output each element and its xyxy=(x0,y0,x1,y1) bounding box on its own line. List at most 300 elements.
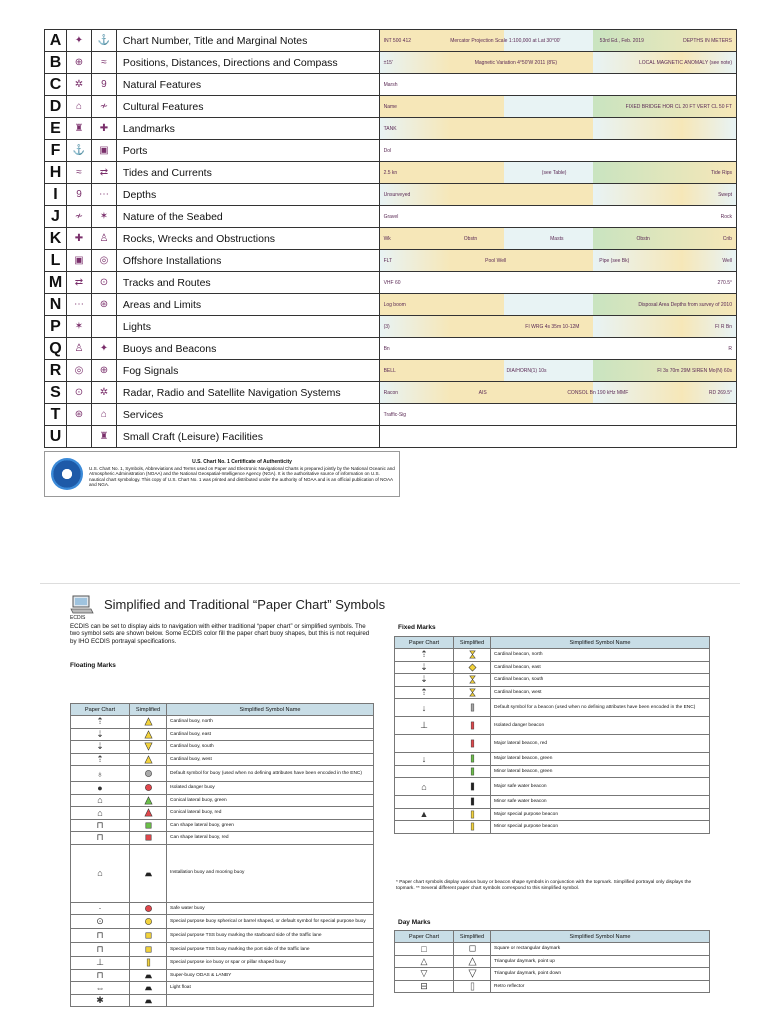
index-sample-strip xyxy=(379,316,736,338)
index-symbol-icon: ⇄ xyxy=(66,272,91,294)
symbol-name: Special purpose TSS buoy marking the starboard side of the traffic lane xyxy=(167,929,374,943)
index-sample-strip xyxy=(379,74,736,96)
strip-annotation: (3) xyxy=(383,323,390,330)
index-symbol-icon: ⌂ xyxy=(66,96,91,118)
index-sample-strip xyxy=(379,96,736,118)
strip-annotation: Pipe (see Bk) xyxy=(599,257,630,264)
symbol-row xyxy=(71,929,374,943)
symbol-name: Cardinal buoy, north xyxy=(167,716,374,729)
symbol-row xyxy=(395,778,710,796)
index-label: Areas and Limits xyxy=(116,294,379,316)
symbol-row xyxy=(395,796,710,809)
symbol-name: Triangular daymark, point up xyxy=(491,955,710,968)
index-symbol-icon: ♙ xyxy=(91,228,116,250)
index-row xyxy=(45,184,737,206)
ecdis-icon-label: ECDIS xyxy=(70,615,86,621)
symbol-row xyxy=(71,794,374,807)
index-symbol-icon: ≁ xyxy=(66,206,91,228)
symbol-row xyxy=(71,753,374,766)
index-sample-strip xyxy=(379,272,736,294)
certificate-body: U.S. Chart No. 1, Symbols, Abbreviations and Terms used on Paper and Electronic Navigational Charts is prepared jointly by the National Oceanic and Atmospheric Administration (NOAA) and the National Geospatial-Intelligence Agency (NGA). It is the authoritative source of information on U.S. nautical chart symbology. This copy of U.S. Chart No. 1 was printed and distributed under the authority of NOAA and is an official publication of NOAA and NGA. xyxy=(89,465,395,488)
symbol-name: Default symbol for buoy (used when no defining attributes have been encoded in the ENC) xyxy=(167,766,374,782)
strip-annotation: Pool Well xyxy=(485,257,507,264)
paper-chart-symbol-icon: ⇔ xyxy=(71,982,130,995)
strip-annotation: DIA/HORN(1) 10s xyxy=(506,367,547,374)
symbol-name: Minor safe water beacon xyxy=(491,796,710,809)
paper-chart-symbol-icon: ♁ xyxy=(71,766,130,782)
index-label: Ports xyxy=(116,140,379,162)
paper-chart-symbol-icon: ⊓ xyxy=(71,819,130,832)
index-symbol-icon: ⇄ xyxy=(91,162,116,184)
simplified-symbol-icon xyxy=(130,929,167,943)
index-symbol-icon: ◎ xyxy=(66,360,91,382)
paper-chart-symbol-icon: ▲ xyxy=(395,808,454,821)
simplified-symbol-icon xyxy=(454,674,491,687)
chart-index-table xyxy=(44,29,737,448)
simplified-symbol-icon xyxy=(130,716,167,729)
index-sample-strip xyxy=(379,338,736,360)
noaa-logo-icon xyxy=(51,458,83,490)
col-simplified: Simplified xyxy=(130,704,167,716)
col-simplified: Simplified xyxy=(454,637,491,649)
strip-annotation: Disposal Area Depths from survey of 2010 xyxy=(638,301,732,308)
paper-chart-symbol-icon: ⊥ xyxy=(71,957,130,970)
certificate-text xyxy=(89,460,399,488)
simplified-symbol-icon xyxy=(130,943,167,957)
index-label: Radar, Radio and Satellite Navigation Systems xyxy=(116,382,379,404)
symbol-row xyxy=(71,844,374,902)
index-letter: C xyxy=(45,74,67,96)
simplified-symbol-icon xyxy=(130,807,167,820)
symbol-row xyxy=(71,807,374,820)
col-paper-chart: Paper Chart xyxy=(395,637,454,649)
paper-chart-symbol-icon: ⌂ xyxy=(71,844,130,902)
index-label: Buoys and Beacons xyxy=(116,338,379,360)
symbol-name: Super-buoy ODAS & LANBY xyxy=(167,969,374,982)
symbol-name: Can shape lateral buoy, red xyxy=(167,832,374,845)
strip-annotation: Tide Rips xyxy=(711,169,732,176)
symbol-name: Major lateral beacon, green xyxy=(491,753,710,766)
symbol-name: Major safe water beacon xyxy=(491,778,710,796)
index-row xyxy=(45,250,737,272)
symbol-row xyxy=(395,649,710,662)
simplified-symbol-icon xyxy=(130,766,167,782)
index-symbol-icon: ⊙ xyxy=(91,272,116,294)
symbol-row xyxy=(395,699,710,717)
index-letter: N xyxy=(45,294,67,316)
symbol-name: Conical lateral buoy, green xyxy=(167,794,374,807)
index-symbol-icon: ⚓ xyxy=(66,140,91,162)
index-row xyxy=(45,74,737,96)
symbol-row xyxy=(395,753,710,766)
paper-chart-symbol-icon: · xyxy=(71,902,130,915)
index-row xyxy=(45,382,737,404)
symbol-row xyxy=(395,968,710,981)
paper-chart-symbol-icon: ⊟ xyxy=(395,980,454,993)
index-letter: F xyxy=(45,140,67,162)
index-letter: M xyxy=(45,272,67,294)
strip-annotation: ±15' xyxy=(383,59,393,66)
strip-annotation: DEPTHS IN METERS xyxy=(683,37,732,44)
strip-annotation: Mercator Projection Scale 1:100,000 at Lat 30°00' xyxy=(450,37,561,44)
symbol-name: Isolated danger beacon xyxy=(491,717,710,735)
index-symbol-icon: ▣ xyxy=(91,140,116,162)
section-title: Simplified and Traditional “Paper Chart” Symbols xyxy=(104,597,386,612)
simplified-symbol-icon xyxy=(454,943,491,956)
index-symbol-icon: ✦ xyxy=(66,30,91,52)
symbol-row xyxy=(395,661,710,674)
index-label: Cultural Features xyxy=(116,96,379,118)
paper-chart-symbol-icon: □ xyxy=(395,943,454,956)
col-symbol-name: Simplified Symbol Name xyxy=(491,637,710,649)
index-label: Chart Number, Title and Marginal Notes xyxy=(116,30,379,52)
index-sample-strip xyxy=(379,382,736,404)
index-sample-strip xyxy=(379,162,736,184)
index-row xyxy=(45,30,737,52)
strip-annotation: (see Table) xyxy=(541,169,567,176)
index-sample-strip xyxy=(379,228,736,250)
paper-chart-symbol-icon: ⊙ xyxy=(71,915,130,929)
strip-annotation: Bn xyxy=(383,345,390,352)
strip-annotation: Racon xyxy=(383,389,399,396)
index-sample-strip xyxy=(379,52,736,74)
index-row xyxy=(45,228,737,250)
simplified-symbol-icon xyxy=(454,699,491,717)
symbol-name: Cardinal buoy, south xyxy=(167,741,374,754)
day-marks-table xyxy=(394,930,710,993)
index-letter: P xyxy=(45,316,67,338)
index-letter: U xyxy=(45,426,67,448)
strip-annotation: LOCAL MAGNETIC ANOMALY (see note) xyxy=(638,59,732,66)
strip-annotation: VHF 60 xyxy=(383,279,401,286)
strip-annotation: 270.5° xyxy=(717,279,732,286)
symbol-row xyxy=(71,902,374,915)
index-symbol-icon: ⊙ xyxy=(66,382,91,404)
paper-chart-symbol-icon: ⊥ xyxy=(395,717,454,735)
index-row xyxy=(45,140,737,162)
paper-chart-symbol-icon xyxy=(395,796,454,809)
paper-chart-symbol-icon xyxy=(395,821,454,834)
symbol-row xyxy=(71,782,374,795)
index-symbol-icon: ⊕ xyxy=(66,52,91,74)
simplified-symbol-icon xyxy=(130,844,167,902)
index-letter: R xyxy=(45,360,67,382)
strip-annotation: Unsurveyed xyxy=(383,191,411,198)
symbol-name: Cardinal beacon, west xyxy=(491,686,710,699)
strip-annotation: INT 500 412 xyxy=(383,37,412,44)
intro-paragraph: ECDIS can be set to display aids to navigation with either traditional “paper chart” or simplified symbols. The two symbol sets are shown below. Some ECDIS color fill the paper chart buoy shapes, but this is not required by IHO ECDIS portrayal specifications. xyxy=(70,623,370,645)
strip-annotation: TANK xyxy=(383,125,397,132)
simplified-symbol-icon xyxy=(130,782,167,795)
symbol-name: Can shape lateral buoy, green xyxy=(167,819,374,832)
index-symbol-icon: ✲ xyxy=(91,382,116,404)
strip-annotation: Obstn xyxy=(463,235,478,242)
simplified-symbol-icon xyxy=(130,957,167,970)
index-letter: I xyxy=(45,184,67,206)
symbol-name: Major lateral beacon, red xyxy=(491,735,710,753)
index-row xyxy=(45,52,737,74)
index-letter: T xyxy=(45,404,67,426)
symbol-row xyxy=(395,735,710,753)
symbol-name: Cardinal beacon, north xyxy=(491,649,710,662)
symbol-row xyxy=(395,808,710,821)
simplified-symbol-icon xyxy=(454,955,491,968)
paper-chart-symbol-icon: ⇡ xyxy=(395,649,454,662)
symbol-row xyxy=(395,955,710,968)
strip-annotation: Rock xyxy=(720,213,732,220)
strip-annotation: CONSOL Bn 190 kHz MMF xyxy=(567,389,629,396)
symbol-row xyxy=(71,819,374,832)
floating-marks-table xyxy=(70,703,374,1007)
symbol-name: Cardinal buoy, west xyxy=(167,753,374,766)
paper-chart-symbol-icon: ⊓ xyxy=(71,943,130,957)
strip-annotation: Gravel xyxy=(383,213,399,220)
index-letter: D xyxy=(45,96,67,118)
index-row xyxy=(45,404,737,426)
paper-chart-symbol-icon: ⇡ xyxy=(71,753,130,766)
strip-annotation: 53rd Ed., Feb. 2019 xyxy=(599,37,644,44)
col-symbol-name: Simplified Symbol Name xyxy=(167,704,374,716)
simplified-symbol-icon xyxy=(130,982,167,995)
simplified-symbol-icon xyxy=(454,968,491,981)
simplified-symbol-icon xyxy=(130,902,167,915)
symbol-row xyxy=(395,821,710,834)
simplified-symbol-icon xyxy=(130,832,167,845)
strip-annotation: AIS xyxy=(478,389,487,396)
paper-chart-symbol-icon: ↓ xyxy=(395,699,454,717)
index-symbol-icon: ♜ xyxy=(91,426,116,448)
simplified-symbol-icon xyxy=(130,915,167,929)
strip-annotation: Well xyxy=(722,257,732,264)
simplified-symbol-icon xyxy=(130,969,167,982)
index-row xyxy=(45,294,737,316)
paper-chart-symbol-icon: ⇡ xyxy=(395,686,454,699)
simplified-symbol-icon xyxy=(130,741,167,754)
symbol-name: Cardinal buoy, east xyxy=(167,728,374,741)
paper-chart-symbol-icon: ⊓ xyxy=(71,929,130,943)
index-symbol-icon: ≈ xyxy=(91,52,116,74)
index-label: Lights xyxy=(116,316,379,338)
symbol-row xyxy=(395,980,710,993)
strip-annotation: 2.5 kn xyxy=(383,169,398,176)
col-simplified: Simplified xyxy=(454,931,491,943)
simplified-symbol-icon xyxy=(130,753,167,766)
chart-index-body xyxy=(45,30,737,448)
index-row xyxy=(45,162,737,184)
symbol-row xyxy=(71,766,374,782)
symbol-row xyxy=(395,717,710,735)
simplified-symbol-icon xyxy=(454,649,491,662)
index-symbol-icon: ⋯ xyxy=(66,294,91,316)
index-row xyxy=(45,360,737,382)
symbol-row xyxy=(395,674,710,687)
index-sample-strip xyxy=(379,404,736,426)
index-symbol-icon: 9 xyxy=(66,184,91,206)
index-letter: E xyxy=(45,118,67,140)
index-row xyxy=(45,426,737,448)
index-label: Landmarks xyxy=(116,118,379,140)
strip-annotation: Crib xyxy=(722,235,732,242)
paper-chart-symbol-icon: ✱ xyxy=(71,994,130,1007)
index-letter: B xyxy=(45,52,67,74)
index-sample-strip xyxy=(379,140,736,162)
symbol-name: Isolated danger buoy xyxy=(167,782,374,795)
floating-marks-heading: Floating Marks xyxy=(70,662,116,669)
index-letter: A xyxy=(45,30,67,52)
index-symbol-icon: ⚓ xyxy=(91,30,116,52)
symbol-name: Square or rectangular daymark xyxy=(491,943,710,956)
index-sample-strip xyxy=(379,118,736,140)
index-label: Tides and Currents xyxy=(116,162,379,184)
symbol-name: Cardinal beacon, east xyxy=(491,661,710,674)
strip-annotation: RD 269.5° xyxy=(708,389,732,396)
index-symbol-icon: ✶ xyxy=(66,316,91,338)
index-symbol-icon xyxy=(91,316,116,338)
symbol-row xyxy=(71,832,374,845)
index-symbol-icon: ▣ xyxy=(66,250,91,272)
index-row xyxy=(45,118,737,140)
symbol-row xyxy=(71,982,374,995)
index-label: Offshore Installations xyxy=(116,250,379,272)
index-sample-strip xyxy=(379,250,736,272)
symbol-row xyxy=(71,716,374,729)
index-symbol-icon: ✚ xyxy=(91,118,116,140)
index-label: Services xyxy=(116,404,379,426)
symbol-name: Special purpose TSS buoy marking the port side of the traffic lane xyxy=(167,943,374,957)
index-row xyxy=(45,338,737,360)
index-letter: J xyxy=(45,206,67,228)
certificate-box xyxy=(44,451,400,497)
symbol-name: Cardinal beacon, south xyxy=(491,674,710,687)
index-label: Depths xyxy=(116,184,379,206)
strip-annotation: Obstn xyxy=(636,235,650,242)
simplified-symbol-icon xyxy=(130,819,167,832)
paper-chart-symbol-icon xyxy=(395,765,454,778)
symbol-row xyxy=(71,994,374,1007)
strip-annotation: R xyxy=(728,345,732,352)
index-sample-strip xyxy=(379,206,736,228)
strip-annotation: FI 3s 70m 29M SIREN Mo(N) 60s xyxy=(657,367,732,374)
strip-annotation: Log boom xyxy=(383,301,406,308)
symbol-name: Minor special purpose beacon xyxy=(491,821,710,834)
strip-annotation: FI WRG 4s 35m 10-12M xyxy=(525,323,580,330)
simplified-symbol-icon xyxy=(454,717,491,735)
symbol-name: Special purpose buoy spherical or barrel shaped, or default symbol for special purpose buoy xyxy=(167,915,374,929)
index-label: Nature of the Seabed xyxy=(116,206,379,228)
paper-chart-symbol-icon: ↓ xyxy=(395,753,454,766)
index-letter: L xyxy=(45,250,67,272)
paper-chart-symbol-icon: ⊓ xyxy=(71,969,130,982)
index-symbol-icon: ♜ xyxy=(66,118,91,140)
paper-chart-symbol-icon: ⇣ xyxy=(71,741,130,754)
index-symbol-icon: ✚ xyxy=(66,228,91,250)
index-symbol-icon: 9 xyxy=(91,74,116,96)
symbol-row xyxy=(395,943,710,956)
fixed-marks-table xyxy=(394,636,710,834)
paper-chart-symbol-icon: ⌂ xyxy=(71,794,130,807)
simplified-symbol-icon xyxy=(454,765,491,778)
index-row xyxy=(45,272,737,294)
index-symbol-icon: ♙ xyxy=(66,338,91,360)
paper-chart-symbol-icon: ⇣ xyxy=(395,674,454,687)
paper-chart-symbol-icon: ⇡ xyxy=(71,716,130,729)
paper-chart-symbol-icon: ⊓ xyxy=(71,832,130,845)
index-row xyxy=(45,316,737,338)
ecdis-monitor-icon xyxy=(70,594,94,616)
col-paper-chart: Paper Chart xyxy=(395,931,454,943)
index-symbol-icon: ⊛ xyxy=(66,404,91,426)
simplified-symbol-icon xyxy=(130,994,167,1007)
simplified-symbol-icon xyxy=(454,661,491,674)
symbol-name: Major special purpose beacon xyxy=(491,808,710,821)
simplified-symbol-icon xyxy=(454,796,491,809)
index-label: Natural Features xyxy=(116,74,379,96)
symbol-row xyxy=(71,915,374,929)
index-label: Small Craft (Leisure) Facilities xyxy=(116,426,379,448)
simplified-symbol-icon xyxy=(454,821,491,834)
simplified-symbol-icon xyxy=(454,753,491,766)
simplified-symbol-icon xyxy=(454,686,491,699)
strip-annotation: Name xyxy=(383,103,397,110)
strip-annotation: BELL xyxy=(383,367,396,374)
symbol-name: Safe water buoy xyxy=(167,902,374,915)
simplified-symbol-icon xyxy=(130,794,167,807)
paper-chart-symbol-icon: △ xyxy=(395,955,454,968)
symbol-name: Triangular daymark, point down xyxy=(491,968,710,981)
symbol-name: Installation buoy and mooring buoy xyxy=(167,844,374,902)
index-label: Positions, Distances, Directions and Compass xyxy=(116,52,379,74)
index-letter: K xyxy=(45,228,67,250)
paper-chart-symbol-icon: ⌂ xyxy=(395,778,454,796)
paper-chart-symbol-icon: ⇣ xyxy=(71,728,130,741)
index-letter: H xyxy=(45,162,67,184)
index-symbol-icon: ≁ xyxy=(91,96,116,118)
strip-annotation: Swept xyxy=(718,191,732,198)
symbol-row xyxy=(71,969,374,982)
index-symbol-icon: ✦ xyxy=(91,338,116,360)
index-letter: Q xyxy=(45,338,67,360)
paper-chart-symbol-icon: ⇣ xyxy=(395,661,454,674)
strip-annotation: Magnetic Variation 4°50'W 2011 (8'E) xyxy=(474,59,558,66)
index-symbol-icon xyxy=(66,426,91,448)
simplified-symbol-icon xyxy=(454,808,491,821)
fixed-marks-note: * Paper chart symbols display various buoy or beacon shape symbols in conjunction with the topmark. Simplified portrayal only displays the topmark. ** Several different paper chart symbols correspond to this simplified symbol. xyxy=(396,880,692,891)
paper-chart-symbol-icon: ● xyxy=(71,782,130,795)
strip-annotation: FLT xyxy=(383,257,393,264)
simplified-symbol-icon xyxy=(130,728,167,741)
simplified-symbol-icon xyxy=(454,778,491,796)
index-letter: S xyxy=(45,382,67,404)
index-symbol-icon: ⊛ xyxy=(91,294,116,316)
index-symbol-icon: ⋯ xyxy=(91,184,116,206)
index-label: Fog Signals xyxy=(116,360,379,382)
index-symbol-icon: ⌂ xyxy=(91,404,116,426)
index-label: Rocks, Wrecks and Obstructions xyxy=(116,228,379,250)
index-symbol-icon: ≈ xyxy=(66,162,91,184)
page-divider xyxy=(40,583,740,584)
symbol-row xyxy=(71,728,374,741)
symbol-row xyxy=(71,943,374,957)
col-symbol-name: Simplified Symbol Name xyxy=(491,931,710,943)
strip-annotation: Wk xyxy=(383,235,391,242)
index-label: Tracks and Routes xyxy=(116,272,379,294)
symbol-name: Conical lateral buoy, red xyxy=(167,807,374,820)
index-symbol-icon: ◎ xyxy=(91,250,116,272)
strip-annotation: Traffic-Sig xyxy=(383,411,407,418)
strip-annotation: Masts xyxy=(550,235,564,242)
day-marks-heading: Day Marks xyxy=(398,919,431,926)
symbol-name xyxy=(167,994,374,1007)
